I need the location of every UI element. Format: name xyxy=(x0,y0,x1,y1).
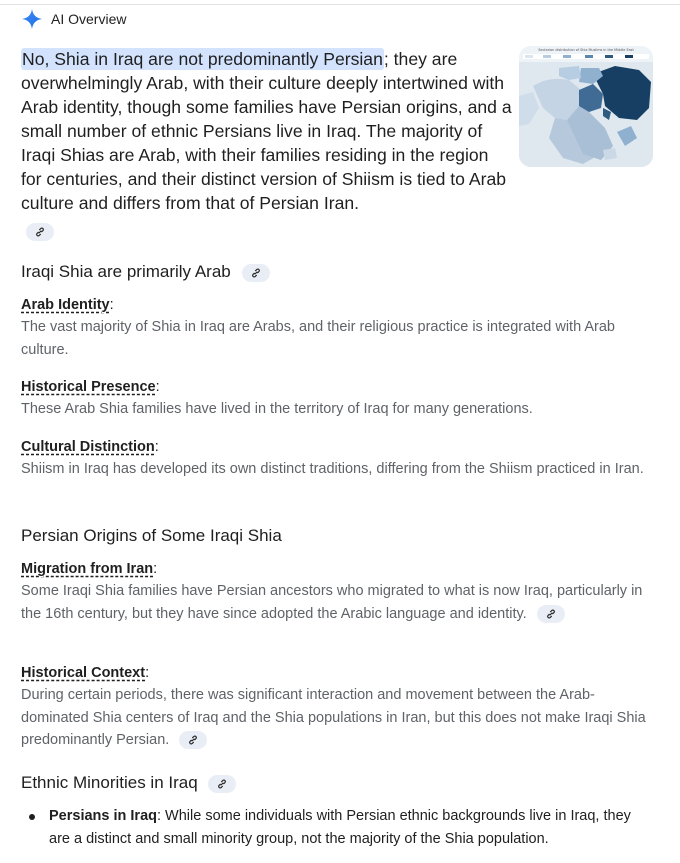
item-source-link[interactable] xyxy=(179,731,207,749)
item-source-link[interactable] xyxy=(537,605,565,623)
item-label[interactable]: Migration from Iran xyxy=(21,561,154,577)
top-divider xyxy=(0,4,680,5)
section-title-ethnic-minorities: Ethnic Minorities in Iraq xyxy=(21,771,236,795)
list-item: Cultural Distinction: Shiism in Iraq has developed its own distinct traditions, differing from the Shiism practiced in Iran. xyxy=(21,437,661,481)
map-caption: Sectarian distribution of Shia Muslims in the Middle East xyxy=(538,48,634,52)
link-icon xyxy=(216,778,228,790)
bullet-item xyxy=(29,805,649,851)
item-label[interactable]: Arab Identity xyxy=(21,297,110,313)
item-label[interactable]: Cultural Distinction xyxy=(21,439,155,455)
item-text: These Arab Shia families have lived in the territory of Iraq for many generations. xyxy=(21,401,533,417)
sparkle-icon xyxy=(21,8,43,30)
section-title-primarily-arab: Iraqi Shia are primarily Arab xyxy=(21,260,270,284)
link-icon xyxy=(34,226,46,238)
item-label[interactable]: Historical Context xyxy=(21,665,146,681)
bullet-dot xyxy=(29,814,35,820)
intro-highlight: No, Shia in Iraq are not predominantly Persian xyxy=(22,49,383,69)
bullet-text: : While some individuals with Persian ethnic backgrounds live in Iraq, they are a distinct and small minority group, not the majority of the Shia population. xyxy=(49,808,631,847)
item-text: The vast majority of Shia in Iraq are Arabs, and their religious practice is integrated with Arab culture. xyxy=(21,319,615,358)
bullet-label: Persians in Iraq xyxy=(49,808,157,824)
list-item: Historical Presence: These Arab Shia families have lived in the territory of Iraq for many generations. xyxy=(21,377,661,421)
item-text: During certain periods, there was significant interaction and movement between the Arab-dominated Shia centers of Iraq and the Shia populations in Iran, but this does not make Iraqi Shia predominantly Persian. xyxy=(21,687,646,748)
list-item: Migration from Iran: Some Iraqi Shia families have Persian ancestors who migrated to what is now Iraq, particularly in the 16th century, but they have since adopted the Arabic language and identity. xyxy=(21,559,661,625)
intro-text: ; they are overwhelmingly Arab, with their culture deeply intertwined with Arab identity, though some families have Persian origins, and a small number of ethnic Persians live in Iraq. The majority of Iraqi Shias are Arab, with their families residing in the region for centuries, and their distinct version of Shiism is tied to Arab culture and differs from that of Persian Iran. xyxy=(21,49,512,213)
section-title-persian-origins: Persian Origins of Some Iraqi Shia xyxy=(21,526,282,545)
link-icon xyxy=(545,608,557,620)
section-source-link[interactable] xyxy=(208,775,236,793)
item-text: Some Iraqi Shia families have Persian ancestors who migrated to what is now Iraq, particularly in the 16th century, but they have since adopted the Arabic language and identity. xyxy=(21,583,643,622)
item-text: Shiism in Iraq has developed its own distinct traditions, differing from the Shiism practiced in Iran. xyxy=(21,461,644,477)
link-icon xyxy=(250,267,262,279)
section-source-link[interactable] xyxy=(242,264,270,282)
map-legend xyxy=(523,54,649,59)
link-icon xyxy=(187,734,199,746)
list-item: Historical Context: During certain periods, there was significant interaction and movement between the Arab-dominated Shia centers of Iraq and the Shia populations in Iran, but this does not make Iraqi Shia predominantly Persian. xyxy=(21,663,661,752)
intro-source-link[interactable] xyxy=(26,223,54,241)
ai-overview-header xyxy=(21,8,126,30)
intro-paragraph xyxy=(21,47,513,243)
list-item: Arab Identity: The vast majority of Shia in Iraq are Arabs, and their religious practice is integrated with Arab culture. xyxy=(21,295,661,361)
header-title: AI Overview xyxy=(51,11,127,27)
item-label[interactable]: Historical Presence xyxy=(21,379,156,395)
map-thumbnail[interactable] xyxy=(519,46,653,167)
